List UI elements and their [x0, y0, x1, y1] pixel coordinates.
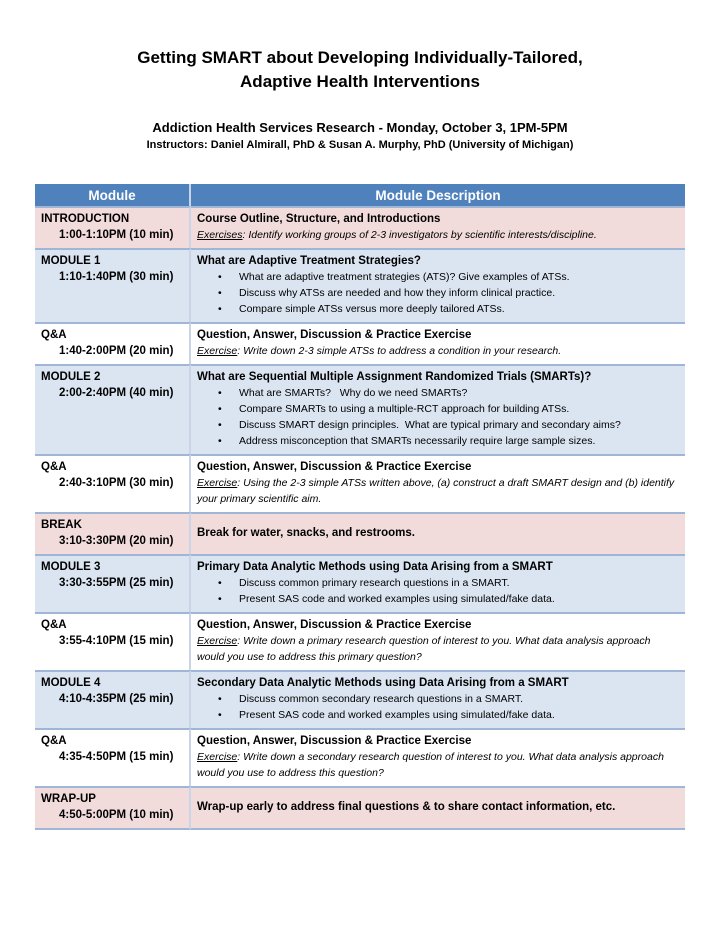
module-name: INTRODUCTION: [41, 213, 130, 225]
bullet-item: • Discuss why ATSs are needed and how they inform clinical practice.: [239, 285, 679, 301]
schedule-row-module-1: [35, 248, 685, 322]
exercise-label: Exercises: [197, 229, 243, 241]
bullet-list: [197, 575, 679, 607]
module-time: 4:50-5:00PM (10 min): [59, 809, 174, 821]
table-header-row: [35, 184, 685, 206]
module-name: BREAK: [41, 519, 82, 531]
description-title: Course Outline, Structure, and Introductions: [197, 213, 441, 225]
exercise-body: : Using the 2-3 simple ATSs written above, (a) construct a draft SMART design and (b) identify your primary scientific aim.: [197, 477, 675, 505]
exercise-label: Exercise: [197, 751, 238, 763]
module-name: MODULE 4: [41, 677, 101, 689]
description-cell: [191, 670, 685, 728]
module-time: 2:00-2:40PM (40 min): [59, 387, 174, 399]
event-line: Addiction Health Services Research - Monday, October 3, 1PM-5PM: [152, 120, 568, 135]
description-title: Secondary Data Analytic Methods using Data Arising from a SMART: [197, 677, 569, 689]
schedule-table: [35, 184, 685, 830]
module-cell: [35, 670, 191, 728]
bullet-list: [197, 385, 679, 449]
bullet-item: • Present SAS code and worked examples using simulated/fake data.: [239, 707, 679, 723]
description-cell: [191, 322, 685, 364]
module-cell: [35, 612, 191, 670]
module-time: 3:30-3:55PM (25 min): [59, 577, 174, 589]
exercise-text: [197, 475, 679, 507]
schedule-row-module-3: [35, 554, 685, 612]
module-cell: [35, 454, 191, 512]
description-title: Question, Answer, Discussion & Practice Exercise: [197, 619, 472, 631]
module-name: MODULE 2: [41, 371, 101, 383]
document-title: [0, 46, 720, 94]
exercise-body: : Write down a primary research question of interest to you. What data analysis approach would you use to address this primary question?: [197, 635, 651, 663]
bullet-item: • Present SAS code and worked examples using simulated/fake data.: [239, 591, 679, 607]
bullet-list: [197, 269, 679, 317]
module-cell: [35, 786, 191, 830]
module-name: Q&A: [41, 329, 67, 341]
schedule-row-module-2: [35, 364, 685, 454]
description-cell: [191, 612, 685, 670]
schedule-row-module-4: [35, 670, 685, 728]
description-title: Question, Answer, Discussion & Practice Exercise: [197, 735, 472, 747]
bullet-list: [197, 691, 679, 723]
module-time: 2:40-3:10PM (30 min): [59, 477, 174, 489]
exercise-body: : Write down a secondary research question of interest to you. What data analysis approach would you use to address this question?: [197, 751, 664, 779]
instructors-line: Instructors: Daniel Almirall, PhD & Susan A. Murphy, PhD (University of Michigan): [146, 139, 574, 151]
bullet-item: • Address misconception that SMARTs necessarily require large sample sizes.: [239, 433, 679, 449]
description-title: Break for water, snacks, and restrooms.: [197, 527, 415, 539]
exercise-text: [197, 343, 679, 359]
module-name: MODULE 1: [41, 255, 101, 267]
schedule-row-qa-3: [35, 612, 685, 670]
description-cell: [191, 248, 685, 322]
description-title: What are Adaptive Treatment Strategies?: [197, 255, 421, 267]
module-cell: [35, 322, 191, 364]
module-name: WRAP-UP: [41, 793, 96, 805]
bullet-item: • What are adaptive treatment strategies (ATS)? Give examples of ATSs.: [239, 269, 679, 285]
module-name: MODULE 3: [41, 561, 101, 573]
description-cell: [191, 206, 685, 248]
schedule-row-break: [35, 512, 685, 554]
description-title: Question, Answer, Discussion & Practice Exercise: [197, 329, 472, 341]
exercise-body: : Write down 2-3 simple ATSs to address a condition in your research.: [237, 345, 562, 357]
schedule-row-qa-2: [35, 454, 685, 512]
description-title: Primary Data Analytic Methods using Data Arising from a SMART: [197, 561, 553, 573]
bullet-item: • What are SMARTs? Why do we need SMARTs?: [239, 385, 679, 401]
module-time: 1:00-1:10PM (10 min): [59, 229, 174, 241]
bullet-item: • Compare SMARTs to using a multiple-RCT approach for building ATSs.: [239, 401, 679, 417]
exercise-text: [197, 633, 679, 665]
bullet-item: • Discuss SMART design principles. What are typical primary and secondary aims?: [239, 417, 679, 433]
schedule-row-introduction: [35, 206, 685, 248]
exercise-body: : Identify working groups of 2-3 investigators by scientific interests/discipline.: [242, 229, 597, 241]
description-title: Question, Answer, Discussion & Practice Exercise: [197, 461, 472, 473]
module-cell: [35, 728, 191, 786]
title-line-2: Adaptive Health Interventions: [240, 72, 480, 91]
module-cell: [35, 206, 191, 248]
module-name: Q&A: [41, 461, 67, 473]
module-cell: [35, 364, 191, 454]
module-time: 4:35-4:50PM (15 min): [59, 751, 174, 763]
module-time: 1:10-1:40PM (30 min): [59, 271, 174, 283]
exercise-label: Exercise: [197, 635, 238, 647]
description-cell: [191, 512, 685, 554]
description-cell: [191, 728, 685, 786]
exercise-label: Exercise: [197, 477, 238, 489]
module-cell: [35, 512, 191, 554]
description-title: Wrap-up early to address final questions & to share contact information, etc.: [197, 801, 616, 813]
module-time: 3:55-4:10PM (15 min): [59, 635, 174, 647]
description-title: What are Sequential Multiple Assignment Randomized Trials (SMARTs)?: [197, 371, 592, 383]
module-column-header: Module: [35, 184, 191, 206]
title-line-1: Getting SMART about Developing Individually-Tailored,: [137, 48, 583, 67]
module-time: 4:10-4:35PM (25 min): [59, 693, 174, 705]
schedule-row-qa-4: [35, 728, 685, 786]
description-cell: [191, 454, 685, 512]
bullet-item: • Discuss common secondary research questions in a SMART.: [239, 691, 679, 707]
module-time: 3:10-3:30PM (20 min): [59, 535, 174, 547]
bullet-item: • Compare simple ATSs versus more deeply tailored ATSs.: [239, 301, 679, 317]
description-column-header: Module Description: [191, 184, 685, 206]
module-cell: [35, 248, 191, 322]
schedule-row-qa-1: [35, 322, 685, 364]
schedule-row-wrap-up: [35, 786, 685, 830]
module-name: Q&A: [41, 619, 67, 631]
exercise-text: [197, 227, 679, 243]
description-cell: [191, 554, 685, 612]
description-cell: [191, 364, 685, 454]
module-name: Q&A: [41, 735, 67, 747]
exercise-text: [197, 749, 679, 781]
bullet-item: • Discuss common primary research questions in a SMART.: [239, 575, 679, 591]
module-time: 1:40-2:00PM (20 min): [59, 345, 174, 357]
exercise-label: Exercise: [197, 345, 238, 357]
description-cell: [191, 786, 685, 830]
module-cell: [35, 554, 191, 612]
